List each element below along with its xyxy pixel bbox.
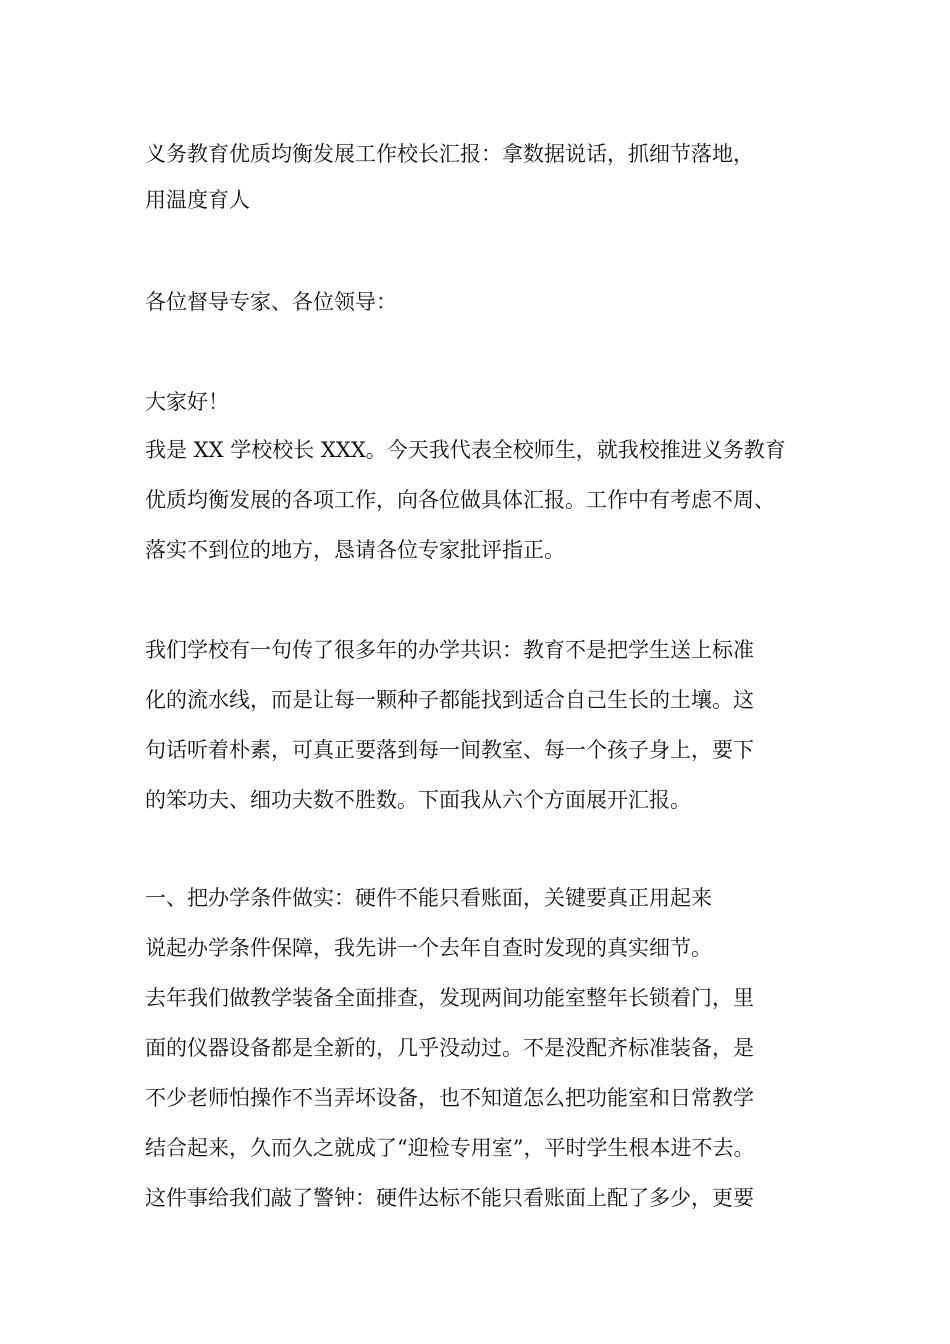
salutation: 各位督导专家、各位领导：: [145, 290, 397, 314]
section-1-lead: 说起办学条件保障，我先讲一个去年自查时发现的真实细节。: [145, 936, 712, 960]
section-1-line-5: 这件事给我们敲了警钟：硬件达标不能只看账面上配了多少，更要: [145, 1186, 754, 1210]
philosophy-line-3: 句话听着朴素，可真正要落到每一间教室、每一个孩子身上，要下: [145, 738, 754, 762]
philosophy-line-1: 我们学校有一句传了很多年的办学共识：教育不是把学生送上标准: [145, 638, 754, 662]
intro-line-2: 优质均衡发展的各项工作，向各位做具体汇报。工作中有考虑不周、: [145, 488, 775, 512]
section-1-heading: 一、把办学条件做实：硬件不能只看账面，关键要真正用起来: [145, 886, 712, 910]
document-title-line-2: 用温度育人: [145, 188, 250, 212]
section-1-line-2: 面的仪器设备都是全新的，几乎没动过。不是没配齐标准装备，是: [145, 1036, 754, 1060]
intro-line-3: 落实不到位的地方，恳请各位专家批评指正。: [145, 538, 565, 562]
intro-line-1: 我是 XX 学校校长 XXX。今天我代表全校师生，就我校推进义务教育: [145, 438, 786, 462]
document-title-line-1: 义务教育优质均衡发展工作校长汇报：拿数据说话，抓细节落地，: [145, 142, 754, 166]
philosophy-line-4: 的笨功夫、细功夫数不胜数。下面我从六个方面展开汇报。: [145, 788, 691, 812]
section-1-line-4: 结合起来，久而久之就成了“迎检专用室”，平时学生根本进不去。: [145, 1136, 755, 1160]
section-1-line-3: 不少老师怕操作不当弄坏设备，也不知道怎么把功能室和日常教学: [145, 1086, 754, 1110]
greeting: 大家好！: [145, 390, 229, 414]
section-1-line-1: 去年我们做教学装备全面排查，发现两间功能室整年长锁着门，里: [145, 986, 754, 1010]
philosophy-line-2: 化的流水线，而是让每一颗种子都能找到适合自己生长的土壤。这: [145, 688, 754, 712]
